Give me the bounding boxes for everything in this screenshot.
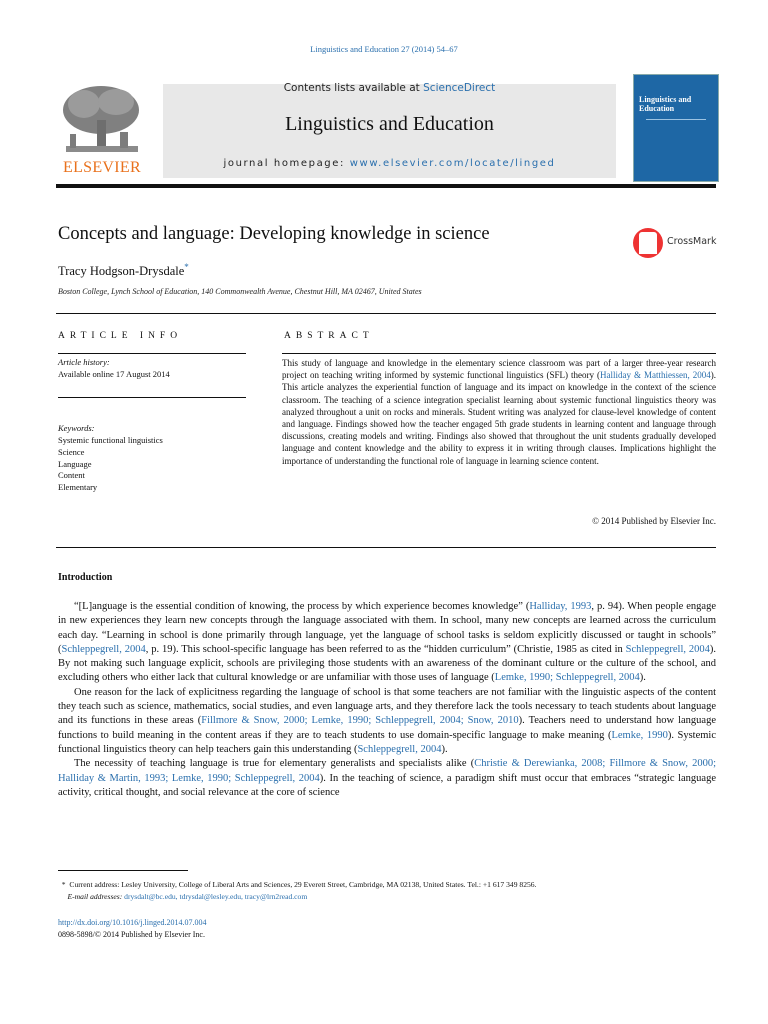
keywords-label: Keywords: [58, 423, 95, 433]
homepage-link[interactable]: www.elsevier.com/locate/linged [349, 158, 556, 169]
paragraph-text: ). Teachers need to understand how language functions to build meaning in the content areas if they are to teach students to use domain-specific language to make meaning ( [58, 715, 716, 741]
abstract-heading: ABSTRACT [284, 331, 374, 341]
paragraph-text: “[L]anguage is the essential condition of knowing, the process by which experience becomes knowledge” ( [74, 601, 530, 612]
citation-link[interactable]: Schleppegrell, 2004 [625, 643, 710, 655]
sciencedirect-link[interactable]: ScienceDirect [423, 82, 496, 94]
article-info-rule-2 [58, 397, 246, 398]
contents-line: Contents lists available at ScienceDirect [283, 82, 496, 94]
cover-divider [646, 119, 706, 120]
crossmark-bookmark-icon [639, 232, 657, 254]
keyword-item: Elementary [58, 482, 98, 493]
paragraph-text: ). [441, 743, 448, 755]
paragraph [58, 600, 716, 686]
citation-link[interactable]: Lemke, 1990 [611, 729, 668, 741]
author-affiliation: Boston College, Lynch School of Education, 140 Commonwealth Avenue, Chestnut Hill, MA 02467, United States [58, 287, 422, 296]
citation-link[interactable]: Schleppegrell, 2004 [61, 643, 146, 655]
homepage-line: journal homepage: www.elsevier.com/locate/linged [223, 158, 556, 169]
citation-link[interactable]: Fillmore & Snow, 2000; Lemke, 1990; Schleppegrell, 2004; Snow, 2010 [201, 715, 519, 727]
abstract-bottom-rule [56, 547, 716, 548]
author-footnote-mark[interactable]: * [184, 262, 189, 272]
abstract-text: This study of language and knowledge in the elementary science classroom was part of a larger three-year research project on teaching writing informed by systemic functional linguistics (SFL) theory (Halliday & Matthiessen, 2004). This article analyzes the experiential function of language and its impact on knowledge in the context of the science classroom. The teaching of a science integration specialist learning about systemic functional linguistics theory was analyzed throughout a unit on rocks and minerals. Student writing was analyzed for clause-level knowledge of content and language. Findings showed how the teacher engaged 5th grade students in learning content and language through discussions, creating models and writing. Findings also showed that throughout the unit students gradually developed language and content knowledge and the ability to express it in writing through clauses. Implications highlight the importance of understanding the functional role of language in learning science content. [282, 358, 717, 466]
keyword-item: Systemic functional linguistics [58, 435, 163, 445]
author-name: Tracy Hodgson-Drysdale* [58, 262, 189, 279]
citation-link[interactable]: Christie & Derewianka, 2008; Fillmore & Snow, 2000; Halliday & Martin, 1993; Lemke, 1990; Schleppegrell, 2004 [58, 758, 717, 784]
citation-link[interactable]: Schleppegrell, 2004 [357, 743, 442, 755]
keyword-item: Science [58, 446, 85, 457]
journal-citation[interactable]: Linguistics and Education 27 (2014) 54–67 [310, 44, 458, 54]
cover-title: Linguistics and Education [639, 95, 692, 113]
header-rule [56, 184, 716, 188]
issn-line: 0898-5898/© 2014 Published by Elsevier Inc. [58, 930, 205, 939]
doi-link[interactable]: http://dx.doi.org/10.1016/j.linged.2014.07.004 [58, 918, 207, 927]
citation-link[interactable]: Halliday & Matthiessen, 2004 [600, 370, 711, 381]
paragraph-text: , p. 19). This school-specific language has been referred to as the “hidden curriculum” (Christie, 1985 as cited in [145, 643, 626, 655]
keyword-item: Content [58, 470, 85, 481]
article-info-heading: ARTICLE INFO [58, 331, 183, 341]
article-title: Concepts and language: Developing knowledge in science [58, 224, 490, 244]
paragraph [58, 686, 716, 757]
introduction-body [58, 600, 716, 800]
paragraph-text: One reason for the lack of explicitness regarding the language of school is that some teachers are not familiar with the linguistic aspects of the content they teach such as science, mathematics, social studies, and even language arts, and they therefore lack the tools necessary to teach students about language and its functions in these areas ( [58, 686, 716, 727]
paragraph-text: ). In the teaching of science, a paradigm shift must occur that embraces “strategic language activity, critical thought, and social relevance at the core of science [58, 772, 716, 798]
crossmark-label: CrossMark [667, 236, 717, 247]
article-history-value: Available online 17 August 2014 [58, 369, 170, 379]
abstract-rule [282, 353, 716, 354]
footnote-address: * Current address: Lesley University, College of Liberal Arts and Sciences, 29 Everett Street, Cambridge, MA 02138, United States. Tel.: +1 617 349 8256. [61, 880, 537, 889]
crossmark-badge[interactable] [633, 228, 719, 258]
journal-name: Linguistics and Education [285, 113, 494, 135]
paragraph-text: The necessity of teaching language is true for elementary generalists and specialists alike ( [74, 758, 475, 770]
paragraph-text: ). [639, 672, 646, 684]
citation-link[interactable]: Lemke, 1990; Schleppegrell, 2004 [494, 672, 640, 684]
footnote-rule [58, 870, 188, 871]
publisher-wordmark: ELSEVIER [63, 159, 141, 176]
doi-block [58, 917, 207, 941]
article-history-label: Article history: [58, 357, 110, 367]
introduction-heading: Introduction [58, 572, 113, 583]
keywords-list [58, 435, 163, 494]
section-rule [56, 313, 716, 314]
paragraph [58, 757, 716, 800]
journal-banner [163, 84, 616, 178]
footnotes [58, 879, 718, 902]
article-info-rule [58, 353, 246, 354]
paragraph-text: , p. 94). When people engage in new experiences they learn new concepts through the language associated with them. In school, many new concepts are learned across the curriculum each day. “Learning in school is done primarily through language, yet the language of school tasks is seldom explicitly discussed or taught in schools” ( [58, 601, 716, 655]
journal-cover-image [634, 75, 718, 181]
paragraph-text: ). Systemic functional linguistics theory can help teachers gain this understanding ( [58, 729, 717, 755]
footnote-emails: E-mail addresses: drysdalt@bc.edu, tdrysdal@lesley.edu, tracy@lrn2read.com [67, 891, 308, 901]
keyword-item: Language [58, 458, 92, 469]
paragraph-text: ). By not making such language explicit, schools are privileging those students with an awareness of the dominant culture or the culture of the school, and excluding others who either lack that cultural knowledge or are unfamiliar with those uses of language ( [58, 643, 717, 684]
abstract-copyright: © 2014 Published by Elsevier Inc. [592, 516, 716, 526]
citation-link[interactable]: Halliday, 1993 [529, 601, 592, 612]
email-links[interactable]: drysdalt@bc.edu, tdrysdal@lesley.edu, tracy@lrn2read.com [124, 891, 308, 901]
